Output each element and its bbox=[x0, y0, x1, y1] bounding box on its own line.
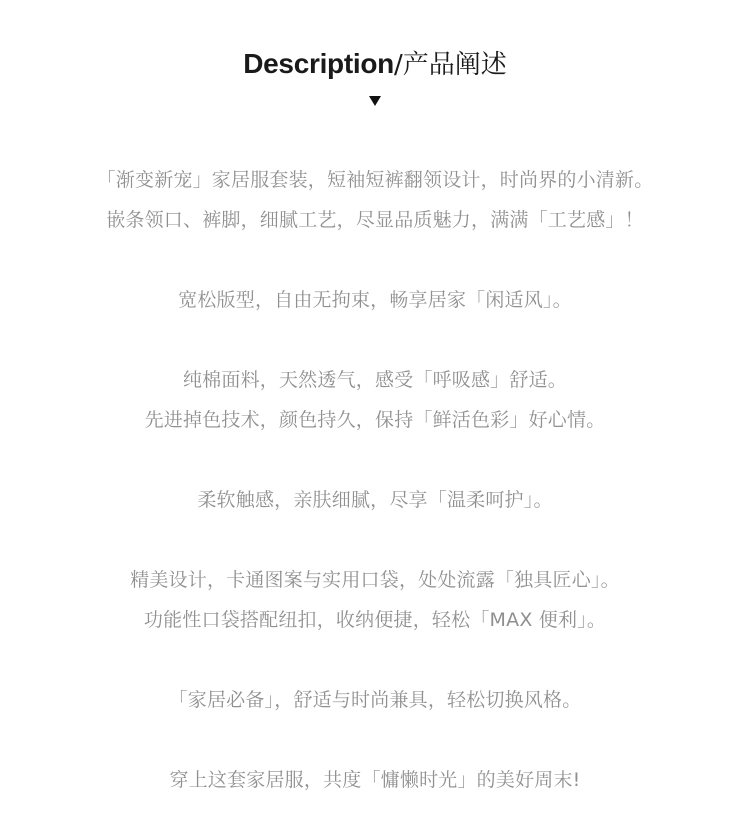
paragraph-line: 纯棉面料，天然透气，感受「呼吸感」舒适。 bbox=[182, 369, 567, 391]
paragraph-line: 先进掉色技术，颜色持久，保持「鲜活色彩」好心情。 bbox=[144, 409, 606, 431]
paragraph-line: 精美设计，卡通图案与实用口袋，处处流露「独具匠心」。 bbox=[130, 569, 620, 591]
paragraph-line: 功能性口袋搭配纽扣，收纳便捷，轻松「MAX 便利」。 bbox=[143, 609, 607, 631]
paragraph-line: 「家居必备」，舒适与时尚兼具，轻松切换风格。 bbox=[168, 689, 582, 711]
title-english: Description bbox=[243, 48, 394, 79]
paragraph-line: 「渐变新宠」家居服套装，短袖短裤翻领设计，时尚界的小清新。 bbox=[96, 169, 654, 191]
page-title bbox=[0, 44, 750, 81]
title-chinese: 产品阐述 bbox=[402, 50, 507, 80]
paragraph-line: 宽松版型，自由无拘束，畅享居家「闲适风」。 bbox=[178, 289, 572, 311]
paragraph-line: 穿上这套家居服，共度「慵懒时光」的美好周末! bbox=[169, 769, 581, 791]
triangle-down-icon bbox=[369, 96, 381, 106]
paragraph-line: 嵌条领口、裤脚，细腻工艺，尽显品质魅力，满满「工艺感」！ bbox=[106, 209, 644, 231]
paragraph-line: 柔软触感，亲肤细腻，尽享「温柔呵护」。 bbox=[197, 489, 553, 511]
title-separator: / bbox=[393, 50, 403, 80]
